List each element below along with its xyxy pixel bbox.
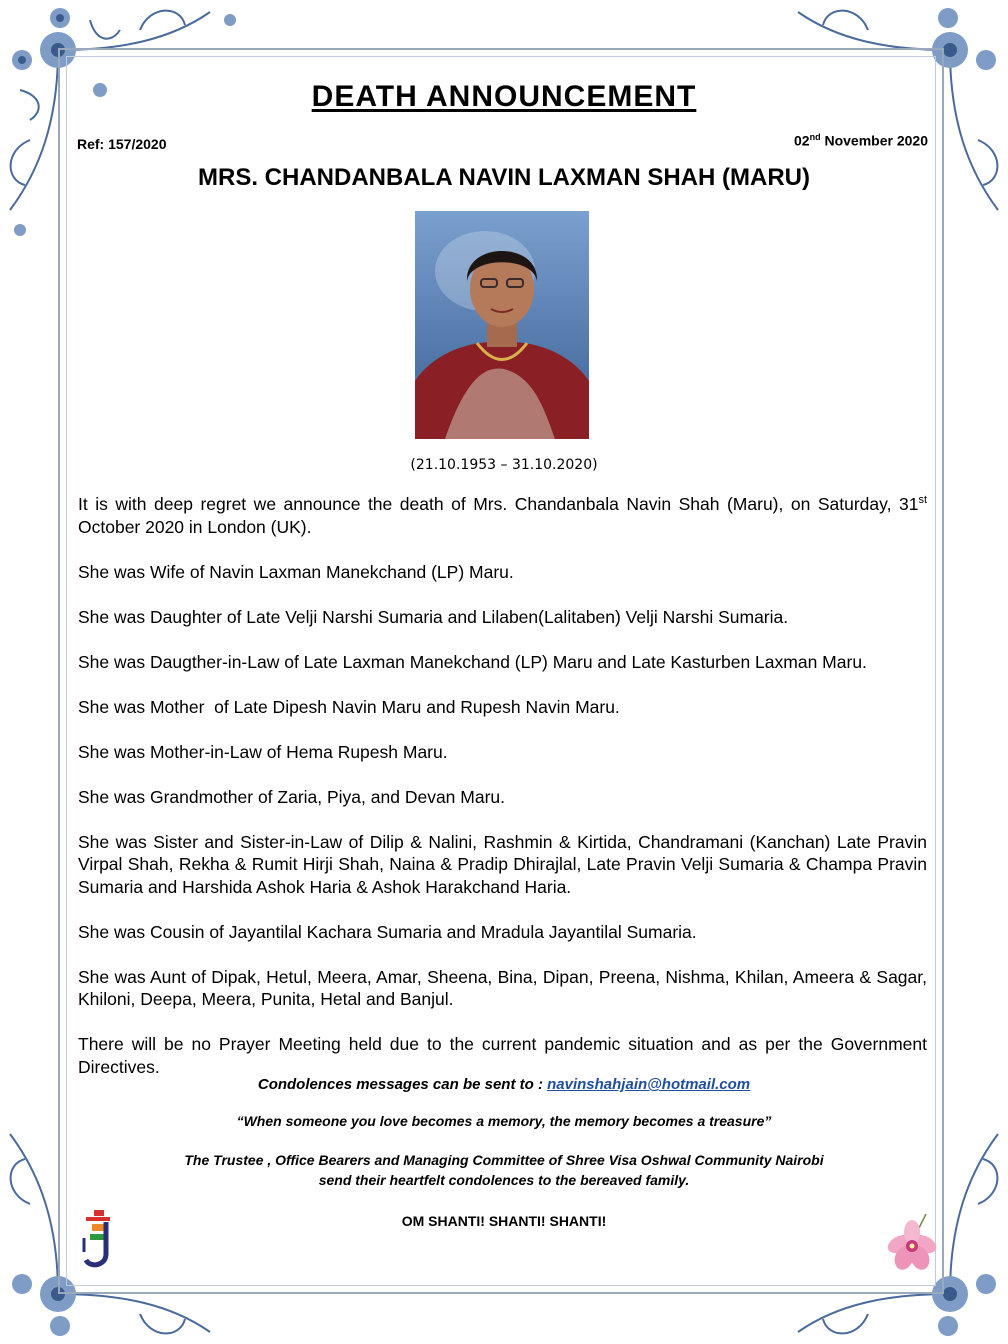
relation-paragraph: She was Daugther-in-Law of Late Laxman Manekchand (LP) Maru and Late Kasturben Laxman Maru.	[78, 651, 867, 672]
trustee-message	[0, 1150, 1008, 1190]
relation-paragraph: She was Mother of Late Dipesh Navin Maru and Rupesh Navin Maru.	[78, 696, 620, 717]
relation-paragraph: She was Daughter of Late Velji Narshi Sumaria and Lilaben(Lalitaben) Velji Narshi Sumaria.	[78, 606, 789, 627]
announcement-date: 02nd November 2020	[794, 132, 928, 149]
relation-paragraph: She was Grandmother of Zaria, Piya, and Devan Maru.	[78, 786, 506, 807]
condolence-label: Condolences messages can be sent to :	[257, 1076, 548, 1093]
relation-paragraph: She was Aunt of Dipak, Hetul, Meera, Amar, Sheena, Bina, Dipan, Preena, Nishma, Khilan, Ameera & Sagar, Khiloni, Deepa, Meera, Punita, Hetal and Banjul.	[78, 966, 927, 1009]
condolence-email-link[interactable]: navinshahjain@hotmail.com	[547, 1076, 751, 1093]
trustee-line: send their heartfelt condolences to the bereaved family.	[318, 1172, 690, 1188]
trustee-line: The Trustee , Office Bearers and Managing Committee of Shree Visa Oshwal Community Nairobi	[184, 1152, 824, 1168]
orchid-flower-icon	[886, 1212, 938, 1274]
closing-prayer: OM SHANTI! SHANTI! SHANTI!	[401, 1213, 607, 1229]
reference-number: Ref: 157/2020	[77, 136, 167, 152]
relation-paragraph: She was Mother-in-Law of Hema Rupesh Maru.	[78, 741, 448, 762]
memorial-quote: “When someone you love becomes a memory, the memory becomes a treasure”	[236, 1113, 772, 1129]
lifespan-dates: (21.10.1953 – 31.10.2020)	[410, 457, 598, 473]
prayer-note: There will be no Prayer Meeting held due to the current pandemic situation and as per the Government Directives.	[78, 1034, 927, 1077]
relation-paragraph: She was Wife of Navin Laxman Manekchand (LP) Maru.	[78, 561, 514, 582]
relation-paragraph: She was Cousin of Jayantilal Kachara Sumaria and Mradula Jayantilal Sumaria.	[78, 921, 697, 942]
portrait-photo	[415, 211, 589, 439]
community-logo-icon	[80, 1208, 116, 1270]
intro-paragraph: It is with deep regret we announce the death of Mrs. Chandanbala Navin Shah (Maru), on Saturday, 31st October 2020 in London (UK).	[78, 494, 927, 537]
relation-paragraph: She was Sister and Sister-in-Law of Dilip & Nalini, Rashmin & Kirtida, Chandramani (Kanchan) Late Pravin Virpal Shah, Rekha & Rumit Hirji Shah, Naina & Pradip Dhirajlal, Late Pravin Velji Sumaria & Champa Pravin Sumaria and Harshida Ashok Haria & Ashok Harakchand Haria.	[78, 831, 927, 897]
announcement-body	[78, 493, 927, 1101]
deceased-name: MRS. CHANDANBALA NAVIN LAXMAN SHAH (MARU)	[198, 164, 810, 191]
page-title: DEATH ANNOUNCEMENT	[311, 80, 697, 113]
condolence-contact	[0, 1076, 1008, 1093]
